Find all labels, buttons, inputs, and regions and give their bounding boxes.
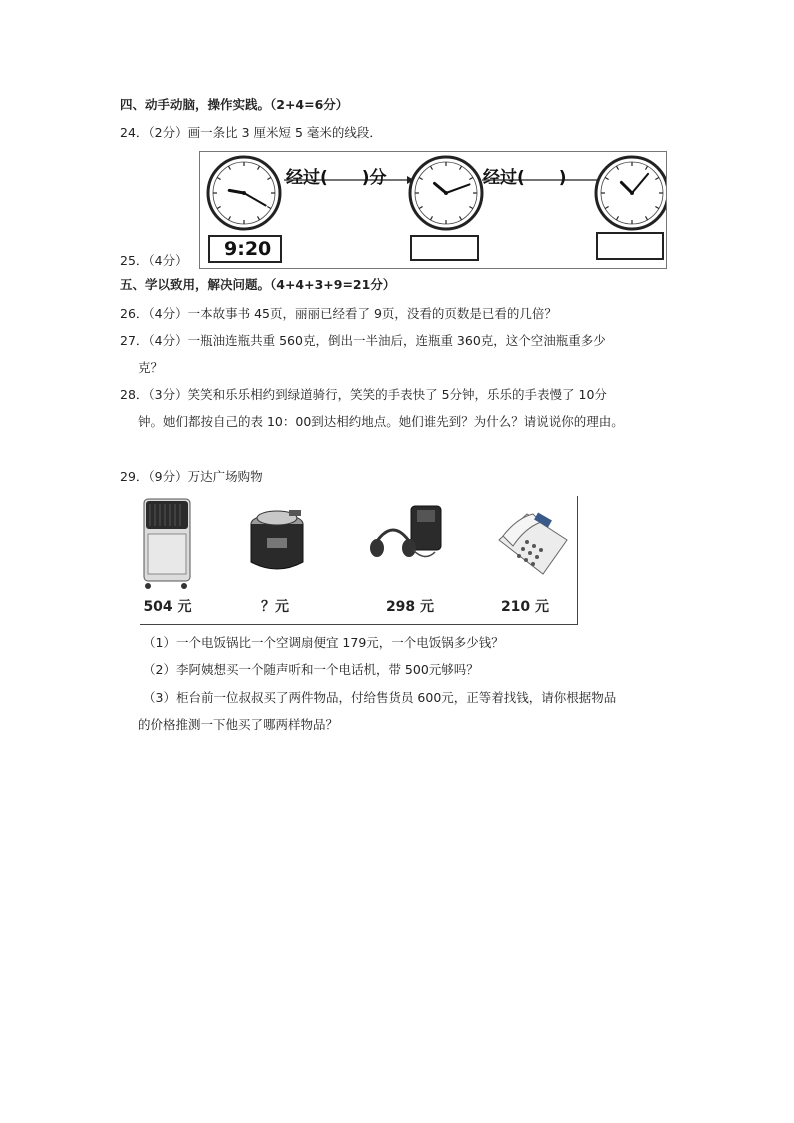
- question-27-line2: 克？: [138, 360, 164, 375]
- question-24: 24．（2分）画一条比 3 厘米短 5 毫米的线段．: [120, 125, 382, 140]
- price-rice-cooker: ？元: [261, 599, 289, 615]
- walkman-headphones-icon: [365, 496, 465, 596]
- sub-question-1: （1）一个电饭锅比一个空调扇便宜 179元，一个电饭锅多少钱？: [143, 635, 504, 650]
- question-28-line2: 钟。她们都按自己的表 10：00到达相约地点。她们谁先到？为什么？请说说你的理由。: [138, 414, 624, 429]
- elapsed-label-1: 经过( )分: [286, 168, 387, 188]
- clock-1: [208, 157, 280, 229]
- product-panel: [140, 496, 578, 625]
- price-air-cooler: 504 元: [143, 599, 192, 615]
- clock-2: [410, 157, 482, 229]
- sub-question-3-line2: 的价格推测一下他买了哪两样物品？: [138, 717, 339, 732]
- question-28-line1: 28．（3分）笑笑和乐乐相约到绿道骑行，笑笑的手表快了 5分钟，乐乐的手表慢了 10分: [120, 387, 607, 402]
- elapsed-label-2: 经过( ): [483, 168, 567, 188]
- clock-figure: [199, 151, 667, 269]
- product-air-cooler: [140, 496, 240, 624]
- time-box-2[interactable]: [411, 236, 478, 260]
- price-telephone: 210 元: [500, 599, 550, 615]
- section5-heading: 五、学以致用，解决问题。（4+4+3+9=21分）: [120, 277, 396, 292]
- question-29: 29．（9分）万达广场购物: [120, 469, 263, 484]
- section4-heading: 四、动手动脑，操作实践。（2+4=6分）: [120, 97, 349, 112]
- price-walkman: 298 元: [385, 599, 435, 615]
- telephone-icon: [485, 496, 585, 596]
- air-cooler-fan-icon: [140, 496, 240, 596]
- start-time: 9:20: [224, 238, 272, 260]
- rice-cooker-icon: [245, 496, 345, 596]
- question-26: 26．（4分）一本故事书 45页，丽丽已经看了 9页，没看的页数是已看的几倍？: [120, 306, 557, 321]
- clock-3: [596, 157, 666, 229]
- question-27-line1: 27．（4分）一瓶油连瓶共重 560克，倒出一半油后，连瓶重 360克，这个空油瓶重多少: [120, 333, 606, 348]
- sub-question-3-line1: （3）柜台前一位叔叔买了两件物品，付给售货员 600元，正等着找钱，请你根据物品: [143, 690, 617, 705]
- product-rice-cooker: [245, 496, 345, 624]
- question-25: 25．（4分）: [120, 253, 188, 268]
- product-walkman: [365, 496, 465, 624]
- product-telephone: [485, 496, 585, 624]
- time-box-3[interactable]: [597, 233, 663, 259]
- sub-question-2: （2）李阿姨想买一个随声听和一个电话机，带 500元够吗？: [143, 662, 479, 677]
